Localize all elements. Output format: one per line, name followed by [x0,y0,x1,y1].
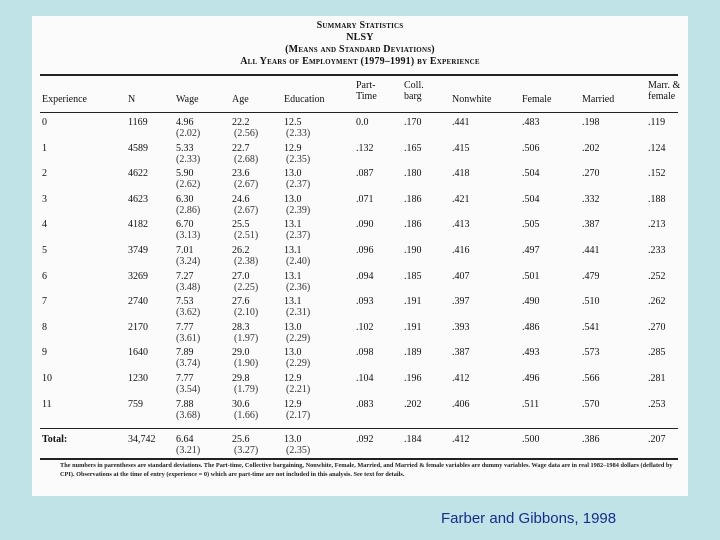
cell-wage-sd: (3.74) [176,358,201,370]
cell-wage-sd: (3.68) [176,409,201,421]
cell-age-sd: (1.90) [234,358,259,370]
cell-fem: .506 [522,142,540,154]
cell-edu: 13.1 [284,296,302,308]
cell-n: 2170 [128,321,148,333]
cell-edu-sd: (2.39) [286,204,311,216]
cell-wage-sd: (2.86) [176,204,201,216]
cell-fem: .504 [522,193,540,205]
cell-mar: .387 [582,219,600,231]
cell-age-sd: (2.51) [234,230,259,242]
cell-age-sd: (2.67) [234,204,259,216]
cell-mf: .124 [648,142,666,154]
cell-nw: .441 [452,117,470,128]
cell-age: 27.0 [232,270,250,282]
cell-edu-sd: (2.36) [286,281,311,293]
cell-mf: .285 [648,347,666,359]
cell-mf: .119 [648,117,666,128]
cell-cb: .189 [404,347,422,359]
cell-cb: .196 [404,373,422,384]
cell-wage: 6.70 [176,219,194,231]
cell-cb: .180 [404,168,422,180]
cell-edu-sd: (2.29) [286,358,311,370]
cell-mar: .332 [582,193,600,205]
cell-fem: .504 [522,168,540,180]
cell-age: 24.6 [232,193,250,205]
cell-n: 4182 [128,219,148,231]
cell-cb: .191 [404,296,422,308]
cell-n: 3749 [128,245,148,256]
cell-pt: 0.0 [356,117,369,128]
cell-nw: .415 [452,142,470,154]
cell-edu: 12.9 [284,142,302,154]
cell-pt: .087 [356,168,374,180]
cell-n: 3269 [128,270,148,282]
cell-cb: .184 [404,434,422,445]
cell-wage: 7.88 [176,398,194,410]
cell-edu: 13.0 [284,434,302,445]
table-subtitle-stats: (Means and Standard Deviations) [285,44,435,55]
cell-n: 4589 [128,142,148,154]
cell-mar: .441 [582,245,600,256]
cell-pt: .096 [356,245,374,256]
cell-exp: 11 [42,398,52,410]
cell-mf: .213 [648,219,666,231]
cell-age-sd: (1.79) [234,384,259,395]
cell-edu-sd: (2.17) [286,409,311,421]
cell-fem: .483 [522,117,540,128]
cell-nw: .387 [452,347,470,359]
cell-age-sd: (2.68) [234,153,259,165]
cell-wage-sd: (2.62) [176,179,201,191]
cell-wage-sd: (2.02) [176,128,201,139]
cell-edu-sd: (2.21) [286,384,311,395]
cell-nw: .421 [452,193,470,205]
cell-edu: 13.0 [284,193,302,205]
cell-edu: 12.9 [284,398,302,410]
cell-mf: .270 [648,321,666,333]
cell-nw: .413 [452,219,470,231]
cell-nw: .406 [452,398,470,410]
column-header-nw: Nonwhite [452,94,492,105]
cell-edu-sd: (2.40) [286,256,311,267]
cell-exp: 3 [42,193,47,205]
column-header-n: N [128,94,136,105]
cell-cb: .186 [404,219,422,231]
cell-pt: .083 [356,398,374,410]
cell-age-sd: (2.67) [234,179,259,191]
scanned-table-page [32,16,688,496]
cell-mar: .566 [582,373,600,384]
cell-wage-sd: (3.24) [176,256,201,267]
cell-mar: .570 [582,398,600,410]
cell-pt: .132 [356,142,374,154]
cell-pt: .094 [356,270,374,282]
cell-age: 22.7 [232,142,250,154]
cell-wage-sd: (3.21) [176,445,201,456]
cell-age-sd: (1.66) [234,409,259,421]
cell-cb: .202 [404,398,422,410]
cell-cb: .185 [404,270,422,282]
cell-fem: .496 [522,373,540,384]
cell-age: 26.2 [232,245,250,256]
cell-exp: 10 [42,373,52,384]
cell-n: 1230 [128,373,148,384]
cell-nw: .418 [452,168,470,180]
cell-wage-sd: (3.13) [176,230,201,242]
table-title: Summary Statistics [316,20,404,31]
cell-n: 1169 [128,117,148,128]
citation: Farber and Gibbons, 1998 [441,510,617,527]
column-header-fem: Female [522,94,552,105]
cell-mar: .541 [582,321,600,333]
cell-age-sd: (2.10) [234,307,259,319]
cell-wage-sd: (3.48) [176,281,201,293]
cell-mar: .510 [582,296,600,308]
cell-exp: Total: [42,434,68,445]
cell-edu: 12.5 [284,117,302,128]
cell-age-sd: (2.25) [234,281,259,293]
table-subtitle-years: All Years of Employment (1979–1991) by Experience [240,56,480,67]
cell-age: 23.6 [232,168,250,180]
cell-edu: 13.0 [284,321,302,333]
cell-cb: .186 [404,193,422,205]
cell-cb: .191 [404,321,422,333]
cell-n: 1640 [128,347,148,359]
cell-edu: 13.1 [284,245,302,256]
cell-exp: 7 [42,296,47,308]
cell-pt: .092 [356,434,374,445]
cell-n: 2740 [128,296,148,308]
cell-wage: 6.30 [176,193,194,205]
table-subtitle-dataset: NLSY [346,32,374,43]
cell-edu-sd: (2.29) [286,332,311,344]
cell-edu: 13.0 [284,168,302,180]
column-header-pt: Part- Time [356,80,377,102]
column-header-mf: Marr. & female [648,80,681,102]
cell-nw: .407 [452,270,470,282]
cell-wage: 5.90 [176,168,194,180]
cell-nw: .412 [452,434,470,445]
cell-edu: 12.9 [284,373,302,384]
cell-cb: .165 [404,142,422,154]
column-header-edu: Education [284,94,325,105]
cell-nw: .393 [452,321,470,333]
cell-wage: 7.89 [176,347,194,359]
cell-wage: 7.77 [176,321,194,333]
cell-age-sd: (3.27) [234,445,259,456]
cell-age-sd: (2.38) [234,256,259,267]
cell-exp: 8 [42,321,47,333]
cell-mf: .252 [648,270,666,282]
cell-age: 25.5 [232,219,250,231]
table-footnote: The numbers in parentheses are standard deviations. The Part-time, Collective bargaining, Nonwhite, Female, Married, and Married & female variables are dummy variables. Wage data are in real 1982–1984 dollars (deflated by CPI). Observations at the time of entry (experience = 0) which are part-time are not included in this analysis. See text for details. [60,462,673,478]
cell-edu-sd: (2.35) [286,153,311,165]
cell-mar: .198 [582,117,600,128]
cell-edu-sd: (2.33) [286,128,311,139]
cell-exp: 6 [42,270,47,282]
cell-wage: 7.01 [176,245,194,256]
cell-nw: .397 [452,296,470,308]
cell-wage: 5.33 [176,142,194,154]
bottom-rule [40,458,678,460]
cell-wage: 7.27 [176,270,194,282]
cell-pt: .102 [356,321,374,333]
cell-fem: .500 [522,434,540,445]
cell-wage: 7.53 [176,296,194,308]
cell-fem: .501 [522,270,540,282]
cell-n: 34,742 [128,434,156,445]
cell-edu: 13.1 [284,270,302,282]
cell-cb: .170 [404,117,422,128]
cell-edu-sd: (2.37) [286,230,311,242]
cell-wage-sd: (3.54) [176,384,201,395]
cell-edu: 13.0 [284,347,302,359]
cell-cb: .190 [404,245,422,256]
cell-pt: .104 [356,373,374,384]
cell-age-sd: (2.56) [234,128,259,139]
cell-mar: .386 [582,434,600,445]
cell-mf: .253 [648,398,666,410]
cell-exp: 5 [42,245,47,256]
cell-wage-sd: (3.61) [176,332,201,344]
cell-mf: .207 [648,434,666,445]
top-rule [40,74,678,76]
cell-n: 4623 [128,193,148,205]
cell-mf: .188 [648,193,666,205]
cell-age: 30.6 [232,398,250,410]
cell-pt: .098 [356,347,374,359]
column-header-wage: Wage [176,94,199,105]
cell-nw: .412 [452,373,470,384]
cell-pt: .090 [356,219,374,231]
cell-fem: .511 [522,398,540,410]
cell-mf: .281 [648,373,666,384]
cell-edu-sd: (2.35) [286,445,311,456]
cell-wage: 7.77 [176,373,194,384]
cell-mar: .270 [582,168,600,180]
cell-edu: 13.1 [284,219,302,231]
cell-fem: .493 [522,347,540,359]
cell-pt: .093 [356,296,374,308]
cell-age: 22.2 [232,117,250,128]
cell-n: 4622 [128,168,148,180]
column-header-mar: Married [582,94,615,105]
cell-wage: 4.96 [176,117,194,128]
cell-pt: .071 [356,193,374,205]
cell-exp: 0 [42,117,47,128]
cell-mf: .262 [648,296,666,308]
cell-age: 29.8 [232,373,250,384]
header-rule [40,112,678,113]
cell-fem: .497 [522,245,540,256]
cell-exp: 1 [42,142,47,154]
cell-wage: 6.64 [176,434,194,445]
cell-edu-sd: (2.37) [286,179,311,191]
cell-fem: .490 [522,296,540,308]
column-header-age: Age [232,94,249,105]
cell-mf: .152 [648,168,666,180]
cell-mar: .573 [582,347,600,359]
cell-nw: .416 [452,245,470,256]
cell-age: 25.6 [232,434,250,445]
column-header-cb: Coll. barg [404,80,424,102]
cell-age: 27.6 [232,296,250,308]
cell-exp: 4 [42,219,47,231]
column-header-exp: Experience [42,94,87,105]
cell-edu-sd: (2.31) [286,307,311,319]
cell-age: 29.0 [232,347,250,359]
cell-mar: .479 [582,270,600,282]
cell-fem: .505 [522,219,540,231]
cell-wage-sd: (2.33) [176,153,201,165]
cell-age: 28.3 [232,321,250,333]
cell-age-sd: (1.97) [234,332,259,344]
cell-exp: 2 [42,168,47,180]
cell-exp: 9 [42,347,47,359]
cell-mf: .233 [648,245,666,256]
cell-wage-sd: (3.62) [176,307,201,319]
total-rule [40,428,678,429]
cell-mar: .202 [582,142,600,154]
cell-fem: .486 [522,321,540,333]
cell-n: 759 [128,398,143,410]
